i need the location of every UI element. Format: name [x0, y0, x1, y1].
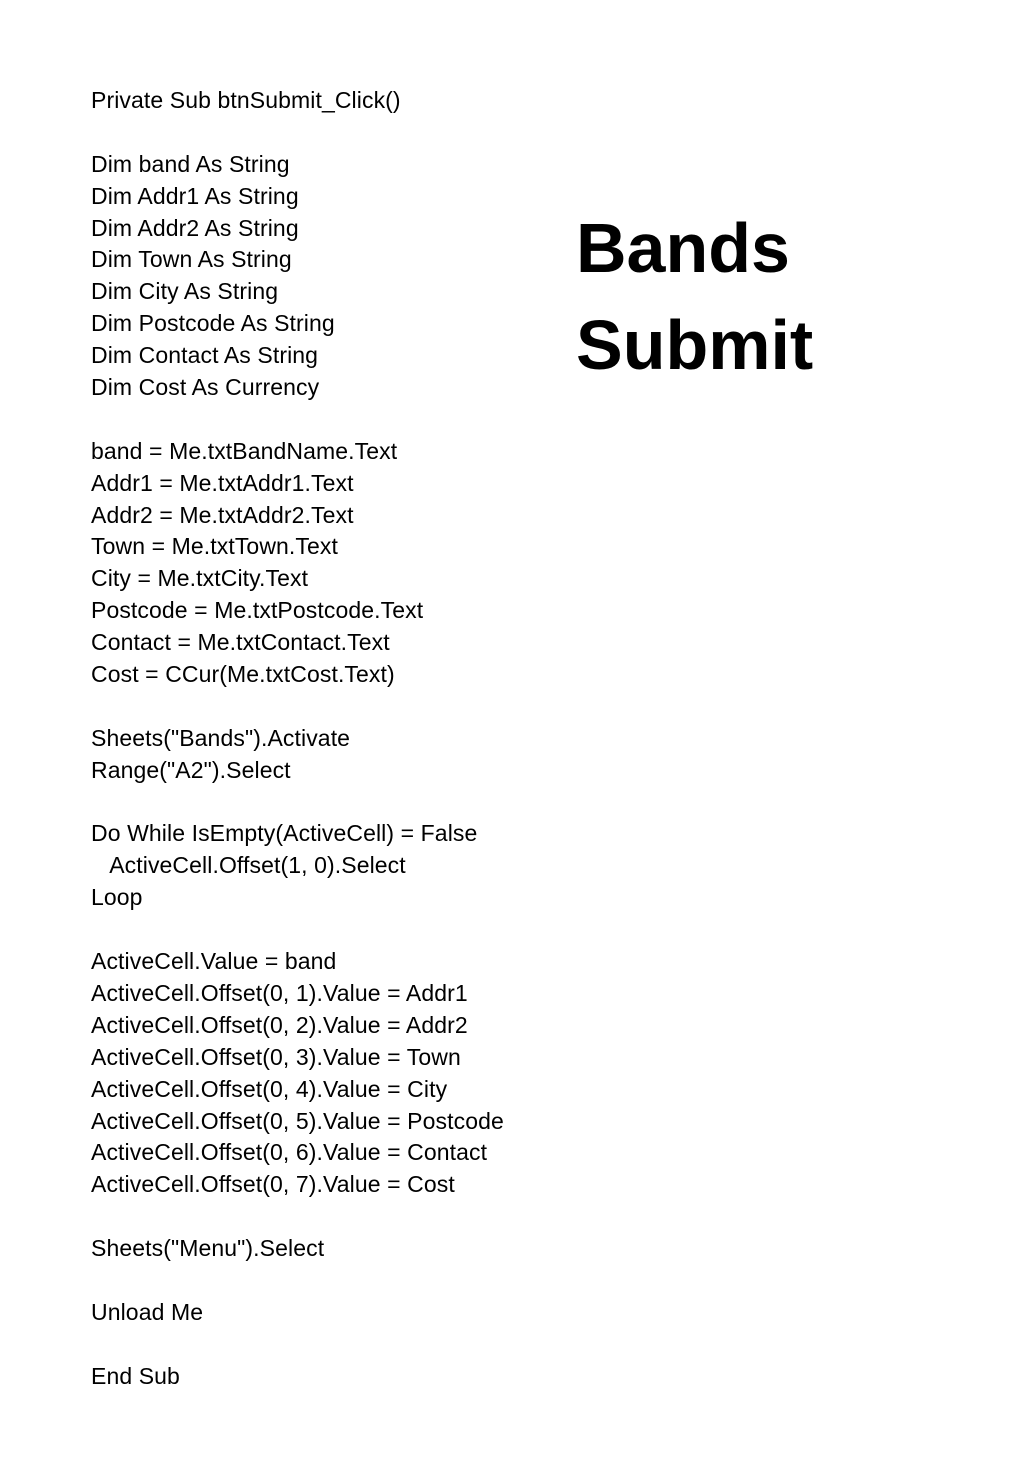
code-blank-line — [91, 1329, 561, 1361]
code-line: ActiveCell.Offset(0, 5).Value = Postcode — [91, 1107, 504, 1134]
code-line: Dim Addr1 As String — [91, 182, 299, 209]
code-line: Unload Me — [91, 1298, 204, 1325]
code-line: ActiveCell.Offset(0, 1).Value = Addr1 — [91, 979, 468, 1006]
code-line: ActiveCell.Offset(0, 6).Value = Contact — [91, 1139, 488, 1166]
code-line: ActiveCell.Value = band — [91, 948, 337, 975]
code-blank-line — [91, 787, 561, 819]
code-blank-line — [91, 1201, 561, 1233]
code-line: Dim band As String — [91, 150, 290, 177]
code-line: City = Me.txtCity.Text — [91, 565, 309, 592]
heading-line-submit: Submit — [576, 306, 814, 384]
code-blank-line — [91, 914, 561, 946]
code-blank-line — [91, 117, 561, 149]
code-line: Range("A2").Select — [91, 756, 291, 783]
code-line: Cost = CCur(Me.txtCost.Text) — [91, 661, 395, 688]
code-line: Addr2 = Me.txtAddr2.Text — [91, 501, 354, 528]
code-line: Dim Postcode As String — [91, 310, 335, 337]
code-line: Addr1 = Me.txtAddr1.Text — [91, 469, 354, 496]
code-line: Loop — [91, 884, 143, 911]
vba-code-listing — [91, 85, 561, 1393]
code-blank-line — [91, 691, 561, 723]
page-heading — [576, 200, 996, 394]
code-line: ActiveCell.Offset(0, 3).Value = Town — [91, 1043, 461, 1070]
code-line: Private Sub btnSubmit_Click() — [91, 87, 401, 113]
code-blank-line — [91, 404, 561, 436]
code-line: Dim Addr2 As String — [91, 214, 299, 241]
code-line: Dim Contact As String — [91, 342, 319, 369]
code-line: ActiveCell.Offset(1, 0).Select — [91, 852, 406, 879]
code-blank-line — [91, 1265, 561, 1297]
code-line: band = Me.txtBandName.Text — [91, 437, 398, 464]
code-line: End Sub — [91, 1362, 180, 1389]
code-line: ActiveCell.Offset(0, 2).Value = Addr2 — [91, 1011, 468, 1038]
code-line: Postcode = Me.txtPostcode.Text — [91, 597, 424, 624]
code-line: ActiveCell.Offset(0, 7).Value = Cost — [91, 1171, 455, 1198]
code-line: Do While IsEmpty(ActiveCell) = False — [91, 820, 478, 847]
code-line: Dim City As String — [91, 278, 279, 305]
code-line: Contact = Me.txtContact.Text — [91, 629, 390, 656]
code-line: ActiveCell.Offset(0, 4).Value = City — [91, 1075, 448, 1102]
code-line: Dim Cost As Currency — [91, 374, 320, 401]
heading-line-bands: Bands — [576, 209, 790, 287]
code-line: Town = Me.txtTown.Text — [91, 533, 338, 560]
code-line: Sheets("Menu").Select — [91, 1235, 325, 1262]
code-line: Dim Town As String — [91, 246, 292, 273]
code-line: Sheets("Bands").Activate — [91, 724, 351, 751]
